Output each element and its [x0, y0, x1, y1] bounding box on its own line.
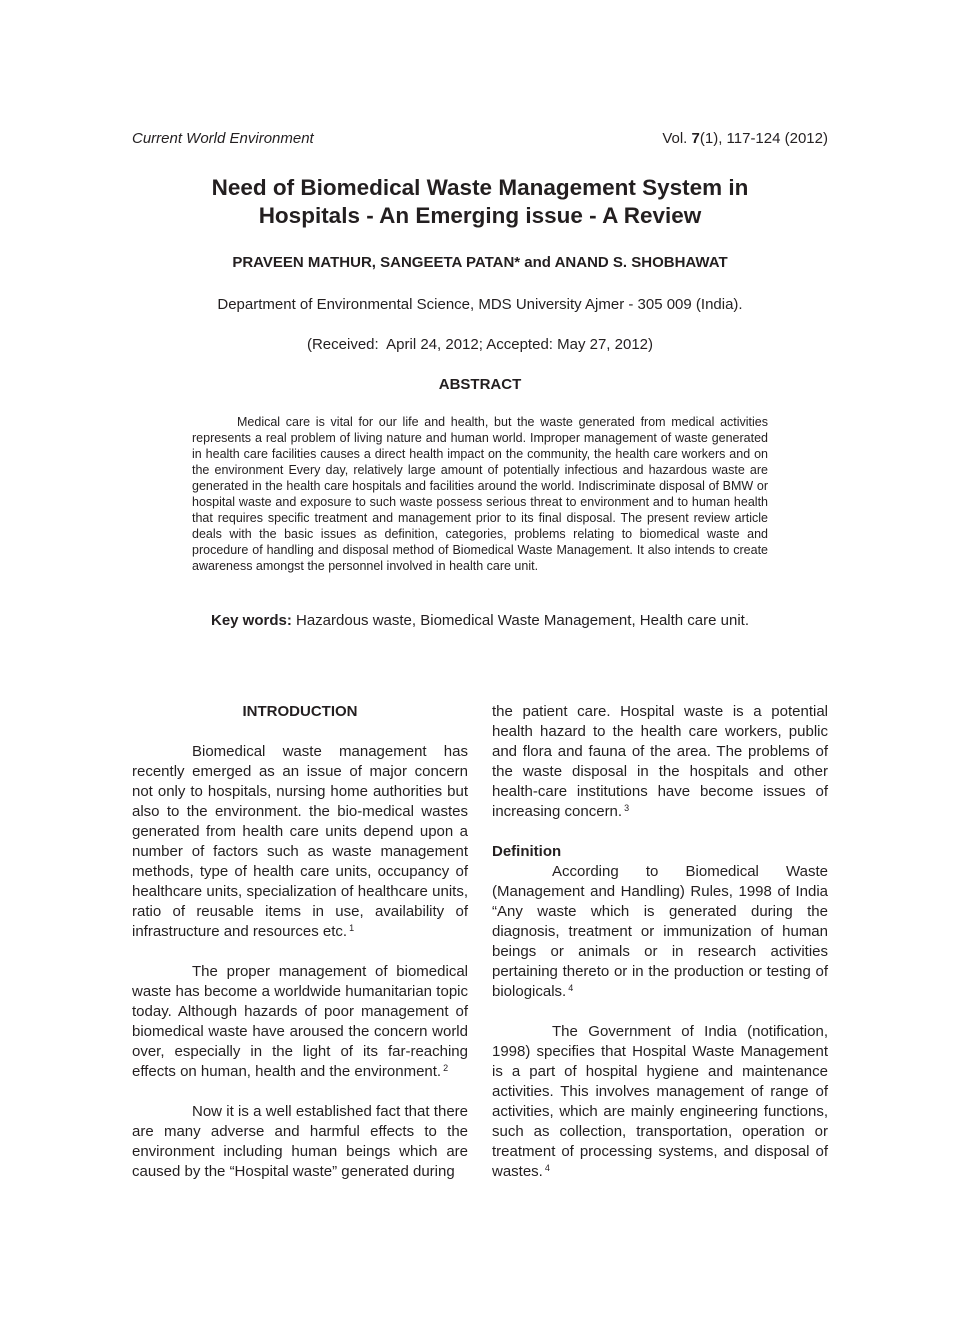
intro-paragraph-1-text: Biomedical waste management has recently emerged as an issue of major concern not only to hospitals, nursing home authorities but also to the environment. the bio-medical wastes generated from health care units depend upon a number of factors such as waste management methods, type of health care units, occupancy of healthcare units, specialization of healthcare units, ratio of reusable items in use, availability of infrastructure and resources etc. [132, 743, 468, 940]
journal-name: Current World Environment [132, 130, 314, 147]
title-line-1: Need of Biomedical Waste Management System in [211, 175, 749, 200]
title-line-2: Hospitals - An Emerging issue - A Review [258, 203, 702, 228]
definition-paragraph-2-text: The Government of India (notification, 1998) specifies that Hospital Waste Management is a part of hospital hygiene and maintenance activities. This involves management of range of activities, which are mainly engineering functions, such as collection, transportation, operation or treatment of processing systems, and disposal of wastes. [492, 1023, 828, 1180]
intro-continued-text: the patient care. Hospital waste is a potential health hazard to the health care workers, public and flora and fauna of the area. The problems of the waste disposal in the hospitals and other health-care institutions have become issues of increasing concern. [492, 703, 828, 820]
definition-paragraph-1-text: According to Biomedical Waste (Management and Handling) Rules, 1998 of India “Any waste which is generated during the diagnosis, treatment or immunization of human beings or animals or in research activities pertaining thereto or in the production or testing of biologicals. [492, 863, 828, 1000]
volume-citation [662, 130, 828, 147]
received-dates: (Received: April 24, 2012; Accepted: May 27, 2012) [306, 336, 654, 353]
left-column [132, 702, 468, 1202]
intro-paragraph-2 [132, 962, 468, 1082]
intro-continued-paragraph [492, 702, 828, 822]
reference-4b: 4 [544, 1163, 550, 1173]
definition-paragraph-1 [492, 862, 828, 1002]
affiliation: Department of Environmental Science, MDS University Ajmer - 305 009 (India). [217, 296, 743, 313]
reference-1: 1 [349, 923, 355, 933]
reference-2: 2 [443, 1063, 449, 1073]
volume-prefix: Vol. [662, 130, 692, 147]
intro-paragraph-1 [132, 742, 468, 942]
authors: PRAVEEN MATHUR, SANGEETA PATAN* and ANAND S. SHOBHAWAT [232, 254, 728, 271]
abstract-text: Medical care is vital for our life and health, but the waste generated from medical activities represents a real problem of living nature and human world. Improper management of waste generated in health care facilities causes a direct health impact on the community, the health care workers and on the environment Every day, relatively large amount of potentially infectious and hazardous waste are generated in the health care hospitals and facilities around the world. Indiscriminate disposal of BMW or hospital waste and exposure to such waste possess serious threat to environment and to human health that requires specific treatment and management prior to its final disposal. The present review article deals with the basic issues as definition, categories, problems relating to biomedical waste and procedure of handling and disposal method of Biomedical Waste Management. It also intends to create awareness amongst the personnel involved in health care unit. [192, 415, 768, 573]
volume-suffix: (1), 117-124 (2012) [699, 130, 828, 147]
reference-4a: 4 [568, 983, 574, 993]
keywords-label: Key words: [210, 612, 292, 629]
keywords-text: Hazardous waste, Biomedical Waste Management, Health care unit. [291, 612, 750, 629]
definition-paragraph-2 [492, 1022, 828, 1182]
abstract-heading: ABSTRACT [438, 376, 522, 393]
article-title [100, 174, 860, 230]
introduction-heading: INTRODUCTION [242, 703, 358, 720]
definition-heading: Definition [492, 843, 562, 860]
reference-3: 3 [624, 803, 630, 813]
intro-paragraph-3: Now it is a well established fact that there are many adverse and harmful effects to the environment including human beings which are caused by the “Hospital waste” generated during [132, 1103, 468, 1180]
keywords [100, 612, 860, 629]
right-column [492, 702, 828, 1202]
intro-paragraph-2-text: The proper management of biomedical waste has become a worldwide humanitarian topic today. Although hazards of poor management of biomedical waste have aroused the concern world over, especially in the light of its far-reaching effects on human, health and the environment. [132, 963, 468, 1080]
volume-number: 7 [691, 130, 700, 147]
